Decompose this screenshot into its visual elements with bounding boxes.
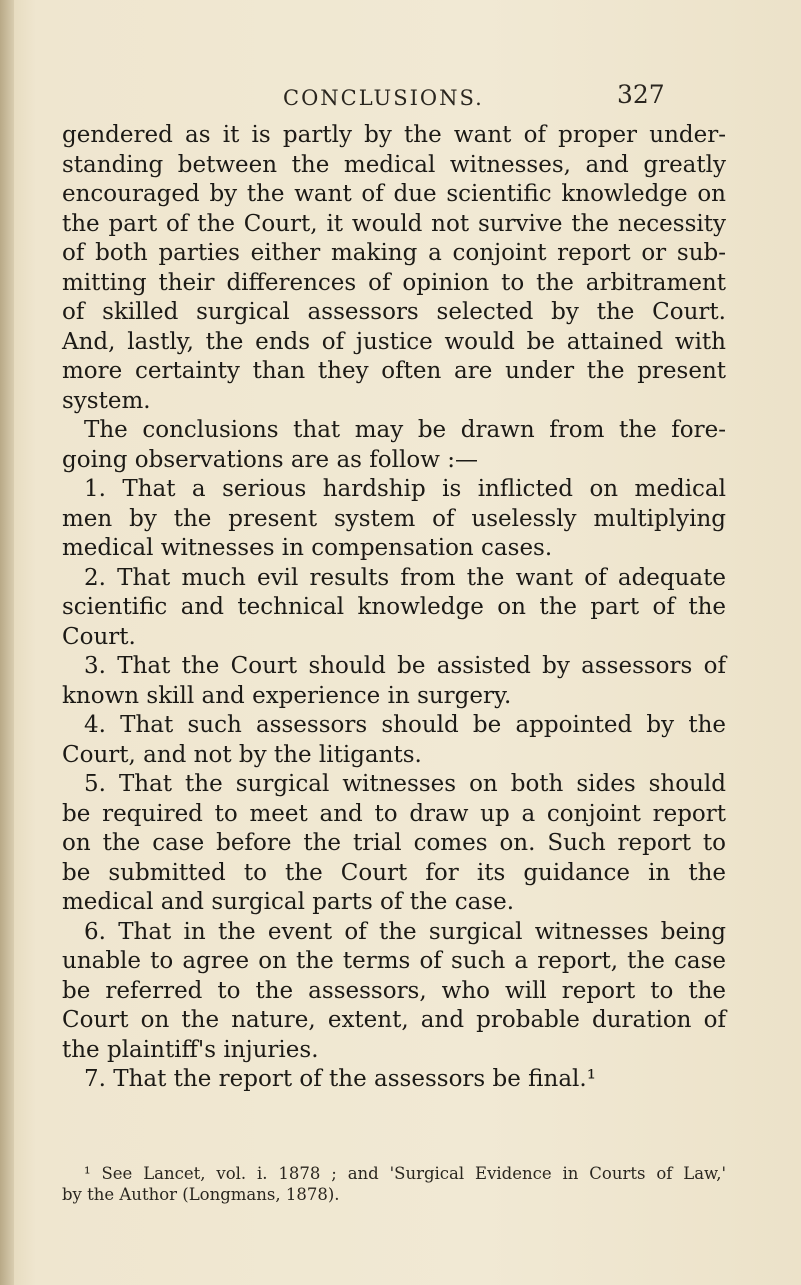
text-line: going observations are as follow :— bbox=[62, 446, 478, 473]
text-line: on the case before the trial comes on. Such report to bbox=[62, 830, 726, 856]
text-line: Court, and not by the litigants. bbox=[62, 741, 422, 768]
footnote-line: ¹ See Lancet, vol. i. 1878 ; and 'Surgical Evidence in Courts of Law,' bbox=[84, 1164, 726, 1183]
text-line: gendered as it is partly by the want of proper under- bbox=[62, 122, 726, 148]
text-line: the part of the Court, it would not survive the necessity bbox=[62, 210, 726, 237]
text-line: the plaintiff's injuries. bbox=[62, 1036, 319, 1063]
text-line: And, lastly, the ends of justice would be attained with bbox=[62, 328, 726, 355]
text-line: The conclusions that may be drawn from the fore- bbox=[84, 417, 726, 443]
text-line: Court. bbox=[62, 623, 136, 650]
text-line: of skilled surgical assessors selected by the Court. bbox=[62, 299, 726, 325]
text-line: system. bbox=[62, 387, 151, 414]
text-line: medical witnesses in compensation cases. bbox=[62, 535, 553, 561]
text-line: standing between the medical witnesses, and greatly bbox=[62, 151, 726, 178]
list-item-6: 6. That in the event of the surgical witnesses being bbox=[84, 918, 726, 945]
footnote bbox=[62, 1163, 726, 1205]
text-line: be submitted to the Court for its guidance in the bbox=[62, 859, 726, 886]
text-line: be referred to the assessors, who will report to the bbox=[62, 977, 726, 1004]
list-item-1: 1. That a serious hardship is inflicted on medical bbox=[84, 476, 726, 502]
footnote-line: by the Author (Longmans, 1878). bbox=[62, 1185, 340, 1204]
list-item-5: 5. That the surgical witnesses on both sides should bbox=[84, 771, 726, 797]
running-head: CONCLUSIONS. bbox=[283, 86, 484, 110]
body-text bbox=[62, 121, 726, 1095]
page-number: 327 bbox=[617, 80, 665, 109]
page-header bbox=[0, 80, 801, 116]
text-line: encouraged by the want of due scientific knowledge on bbox=[62, 181, 726, 207]
text-line: scientific and technical knowledge on the part of the bbox=[62, 594, 726, 620]
list-item-2: 2. That much evil results from the want of adequate bbox=[84, 564, 726, 591]
text-line: be required to meet and to draw up a conjoint report bbox=[62, 800, 726, 827]
text-line: medical and surgical parts of the case. bbox=[62, 889, 515, 915]
list-item-7: 7. That the report of the assessors be final.¹ bbox=[84, 1066, 596, 1092]
text-line: known skill and experience in surgery. bbox=[62, 682, 512, 709]
text-line: of both parties either making a conjoint report or sub- bbox=[62, 240, 726, 266]
page-gutter-shadow bbox=[0, 0, 14, 1285]
text-line: men by the present system of uselessly multiplying bbox=[62, 505, 726, 532]
list-item-4: 4. That such assessors should be appointed by the bbox=[84, 712, 726, 738]
text-line: mitting their differences of opinion to the arbitrament bbox=[62, 269, 726, 296]
text-line: more certainty than they often are under the present bbox=[62, 358, 726, 384]
text-line: Court on the nature, extent, and probable duration of bbox=[62, 1007, 726, 1033]
list-item-3: 3. That the Court should be assisted by assessors of bbox=[84, 653, 726, 679]
text-line: unable to agree on the terms of such a report, the case bbox=[62, 948, 726, 974]
